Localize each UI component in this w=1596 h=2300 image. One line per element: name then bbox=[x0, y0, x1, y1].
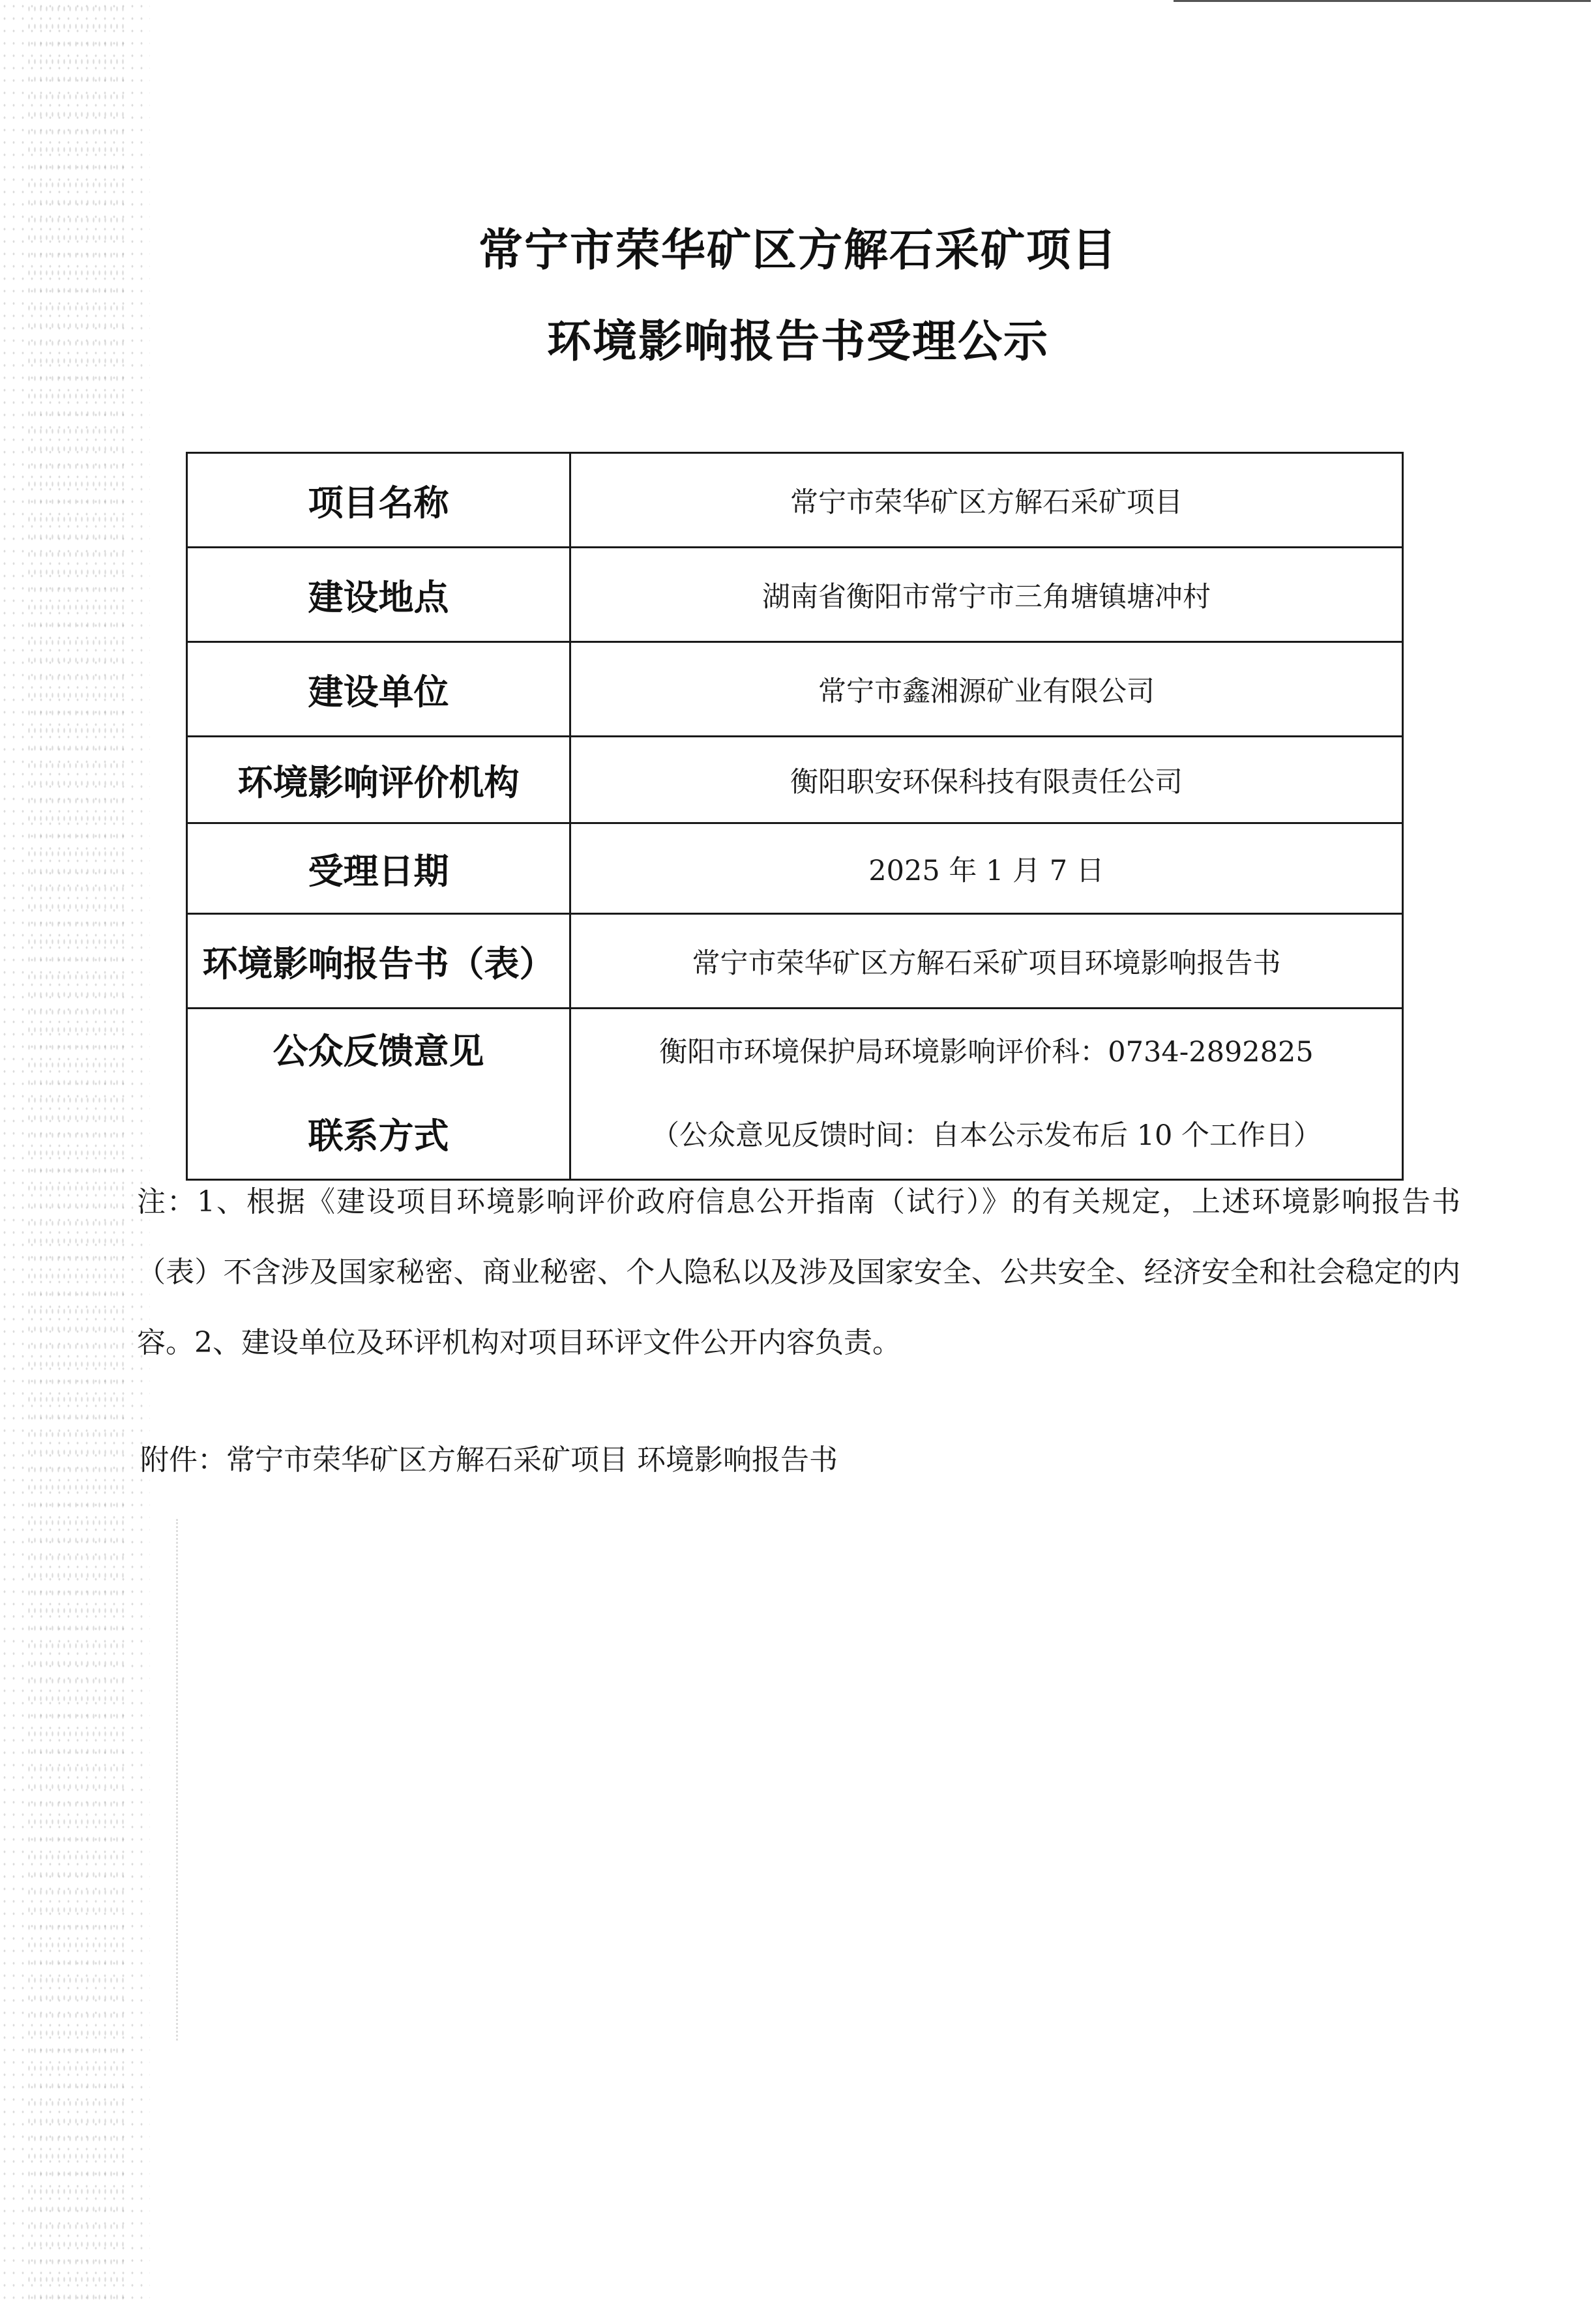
document-title-line1: 常宁市荣华矿区方解石采矿项目 bbox=[478, 225, 1117, 276]
table-row bbox=[187, 823, 1403, 914]
row-label-construction-unit: 建设单位 bbox=[187, 642, 570, 737]
row-value-construction-site: 湖南省衡阳市常宁市三角塘镇塘冲村 bbox=[570, 548, 1403, 642]
public-feedback-contact-line: 衡阳市环境保护局环境影响评价科：0734-2892825 bbox=[659, 1036, 1314, 1069]
attachment-line: 附件：常宁市荣华矿区方解石采矿项目 环境影响报告书 bbox=[140, 1443, 838, 1477]
public-feedback-label-line2: 联系方式 bbox=[308, 1115, 449, 1157]
row-label-eia-report: 环境影响报告书（表） bbox=[187, 914, 570, 1009]
scan-smudge-mark bbox=[176, 1519, 321, 2041]
row-label-acceptance-date: 受理日期 bbox=[187, 823, 570, 914]
table-row bbox=[187, 642, 1403, 737]
document-title-line2: 环境影响报告书受理公示 bbox=[546, 316, 1049, 368]
table-row bbox=[187, 453, 1403, 548]
table-row bbox=[187, 1009, 1403, 1180]
table-row bbox=[187, 548, 1403, 642]
row-label-public-feedback bbox=[187, 1009, 570, 1180]
table-row bbox=[187, 914, 1403, 1009]
notes-paragraph: 注：1、根据《建设项目环境影响评价政府信息公开指南（试行）》的有关规定，上述环境影响报告书（表）不含涉及国家秘密、商业秘密、个人隐私以及涉及国家安全、公共安全、经济安全和社会稳定的内容。2、建设单位及环评机构对项目环评文件公开内容负责。 bbox=[137, 1185, 1460, 1359]
public-feedback-period-line: （公众意见反馈时间：自本公示发布后 10 个工作日） bbox=[651, 1119, 1322, 1152]
row-label-construction-site: 建设地点 bbox=[187, 548, 570, 642]
row-value-eia-report: 常宁市荣华矿区方解石采矿项目环境影响报告书 bbox=[570, 914, 1403, 1009]
scan-top-rule bbox=[1174, 0, 1591, 2]
row-value-acceptance-date: 2025 年 1 月 7 日 bbox=[570, 823, 1403, 914]
project-info-table bbox=[186, 452, 1404, 1181]
row-value-eia-agency: 衡阳职安环保科技有限责任公司 bbox=[570, 737, 1403, 823]
table-row bbox=[187, 737, 1403, 823]
row-label-project-name: 项目名称 bbox=[187, 453, 570, 548]
row-value-public-feedback bbox=[570, 1009, 1403, 1180]
row-value-construction-unit: 常宁市鑫湘源矿业有限公司 bbox=[570, 642, 1403, 737]
public-feedback-label-line1: 公众反馈意见 bbox=[273, 1031, 484, 1072]
row-value-project-name: 常宁市荣华矿区方解石采矿项目 bbox=[570, 453, 1403, 548]
row-label-eia-agency: 环境影响评价机构 bbox=[187, 737, 570, 823]
